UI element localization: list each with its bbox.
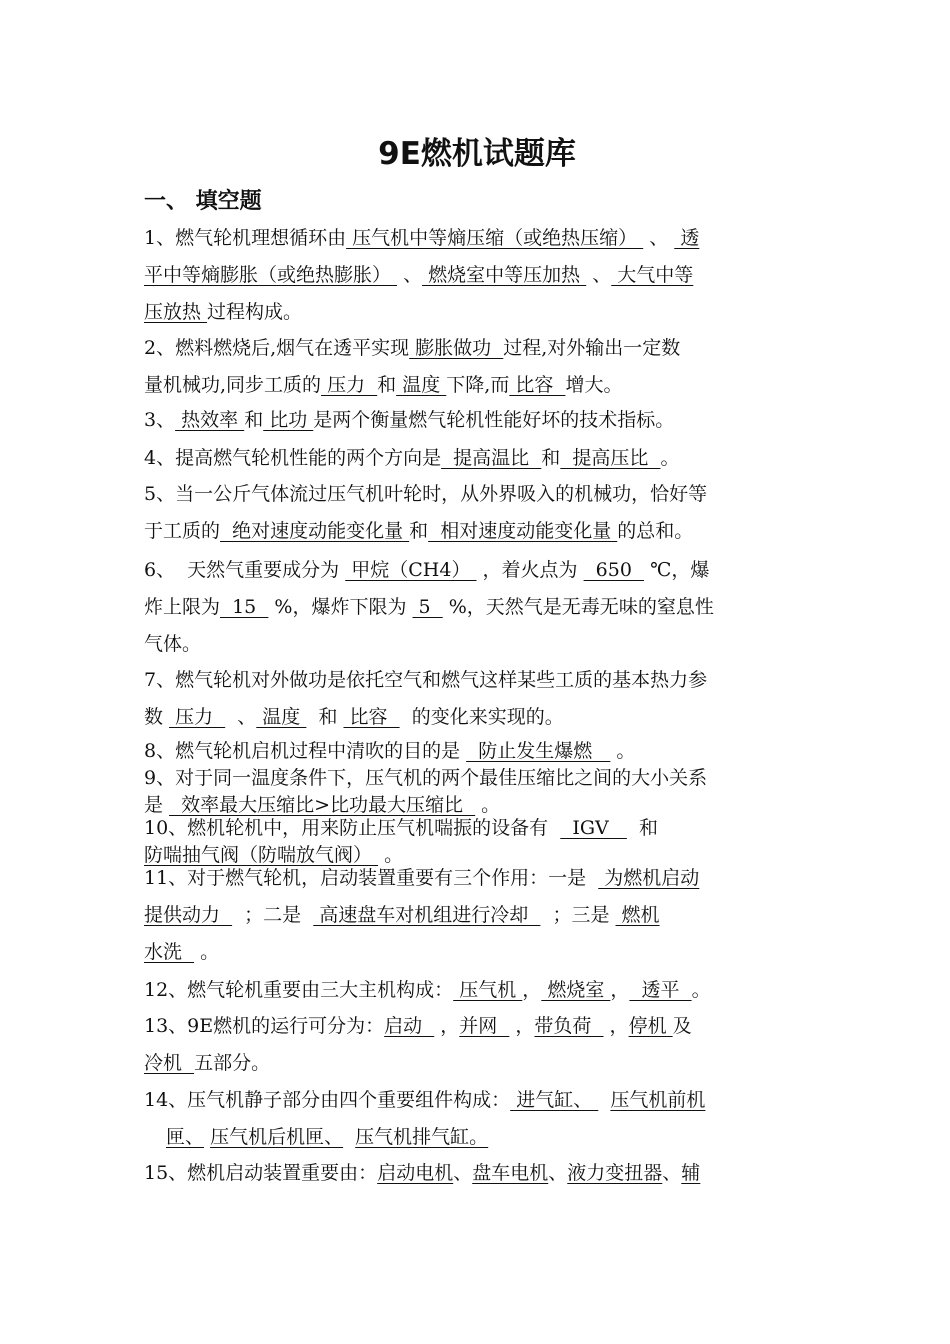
question-4-blank-2: 提高压比 xyxy=(560,447,661,469)
question-10-blank-1: IGV xyxy=(560,817,627,839)
question-11-blank-2: 高速盘车对机组进行冷却 xyxy=(313,904,541,926)
question-9 xyxy=(144,765,810,819)
question-10-line-1 xyxy=(144,815,810,842)
question-7 xyxy=(144,662,810,736)
question-11-text: ；三是 xyxy=(540,904,616,926)
question-14-blank-3: 压气机后机匣、 xyxy=(210,1126,344,1148)
question-15-line-1 xyxy=(144,1155,810,1192)
question-10-blank-2: 防喘抽气阀（防喘放气阀） xyxy=(144,844,379,866)
question-12-text: ， xyxy=(610,979,630,1001)
question-7-line-1 xyxy=(144,662,810,699)
question-13-line-1 xyxy=(144,1008,810,1045)
question-6-text: 6、 天然气重要成分为 xyxy=(144,559,346,581)
question-7-text: 和 xyxy=(306,706,344,728)
question-10-text: 。 xyxy=(378,844,404,866)
question-1-blank-3: 燃烧室中等压加热 xyxy=(422,264,587,286)
question-5 xyxy=(144,476,810,550)
question-13-text: ， xyxy=(603,1015,629,1037)
question-9-text: 9、对于同一温度条件下，压气机的两个最佳压缩比之间的大小关系 xyxy=(144,767,708,789)
question-2-line-2 xyxy=(144,367,810,404)
question-15-text: 、 xyxy=(548,1162,568,1184)
question-13-text: 及 xyxy=(672,1015,692,1037)
question-1-blank-2: 透 xyxy=(674,227,700,249)
question-12-text: ， xyxy=(522,979,542,1001)
question-15-text: 、 xyxy=(453,1162,473,1184)
question-7-text: 、 xyxy=(225,706,257,728)
question-13-text: 13、9E燃机的运行可分为： xyxy=(144,1015,385,1037)
question-15-text: 、 xyxy=(662,1162,682,1184)
question-1-blank-4: 大气中等 xyxy=(611,264,694,286)
question-6-text: ℃，爆 xyxy=(644,559,710,581)
question-10-text: 10、燃机轮机中，用来防止压气机喘振的设备有 xyxy=(144,817,561,839)
question-14-text xyxy=(343,1126,355,1148)
question-7-text: 7、燃气轮机对外做功是依托空气和燃气这样某些工质的基本热力参 xyxy=(144,669,708,691)
question-13-blank-3: 带负荷 xyxy=(534,1015,604,1037)
question-3 xyxy=(144,402,810,439)
question-9-text: 。 xyxy=(475,794,501,816)
question-2-blank-3: 温度 xyxy=(396,374,447,396)
question-12-line-1 xyxy=(144,972,810,1009)
question-11-text: ；二是 xyxy=(232,904,314,926)
question-7-blank-2: 温度 xyxy=(256,706,307,728)
question-5-text: 和 xyxy=(409,520,429,542)
question-2 xyxy=(144,330,810,404)
question-6-text: 炸上限为 xyxy=(144,596,221,618)
question-7-line-2 xyxy=(144,699,810,736)
question-11-text: 。 xyxy=(194,941,220,963)
question-8-text: 8、燃气轮机启机过程中清吹的目的是 xyxy=(144,740,467,762)
question-1-text: 1、燃气轮机理想循环由 xyxy=(144,227,347,249)
question-2-text: 增大。 xyxy=(565,374,623,396)
question-2-blank-1: 膨胀做功 xyxy=(409,337,504,359)
question-12-text: 12、燃气轮机重要由三大主机构成： xyxy=(144,979,454,1001)
question-6-text: ，着火点为 xyxy=(476,559,584,581)
question-13-blank-2: 并网 xyxy=(459,1015,510,1037)
question-8-text: 。 xyxy=(610,740,636,762)
question-11-line-3 xyxy=(144,934,810,971)
question-11-blank-1: 为燃机启动 xyxy=(598,867,700,889)
question-8 xyxy=(144,738,810,765)
question-13 xyxy=(144,1008,810,1082)
question-12 xyxy=(144,972,810,1009)
question-2-text: 过程,对外输出一定数 xyxy=(503,337,681,359)
question-6-text: %，爆炸下限为 xyxy=(268,596,413,618)
question-12-blank-1: 压气机 xyxy=(453,979,523,1001)
question-4 xyxy=(144,440,810,477)
question-1-text: 、 xyxy=(643,227,669,249)
question-2-line-1 xyxy=(144,330,810,367)
question-1-blank-4-cont: 压放热 xyxy=(144,301,208,323)
question-15-blank-4: 辅 xyxy=(681,1162,701,1184)
question-3-blank-1: 热效率 xyxy=(175,409,245,431)
question-14-text: 14、压气机静子部分由四个重要组件构成： xyxy=(144,1089,511,1111)
question-5-text: 5、当一公斤气体流过压气机叶轮时，从外界吸入的机械功，恰好等 xyxy=(144,483,708,505)
question-14-line-1 xyxy=(144,1082,810,1119)
question-9-blank-1: 效率最大压缩比>比功最大压缩比 xyxy=(169,794,476,816)
question-6-blank-2: 650 xyxy=(583,559,645,581)
question-1-line-3 xyxy=(144,294,810,331)
question-9-text: 是 xyxy=(144,794,170,816)
question-4-text: 。 xyxy=(660,447,680,469)
question-1-text: 过程构成。 xyxy=(207,301,303,323)
question-6-blank-4: 5 xyxy=(412,596,443,618)
question-5-line-1 xyxy=(144,476,810,513)
question-10-text: 和 xyxy=(626,817,658,839)
question-6-line-1 xyxy=(144,552,810,589)
section-heading: 一、 填空题 xyxy=(144,189,262,214)
question-13-blank-5: 冷机 xyxy=(144,1052,195,1074)
question-1-blank-2-cont: 平中等熵膨胀（或绝热膨胀） xyxy=(144,264,398,286)
page-title: 9E燃机试题库 xyxy=(378,136,576,172)
question-6-line-2 xyxy=(144,589,810,626)
question-7-text: 数 xyxy=(144,706,170,728)
question-11-blank-3: 燃机 xyxy=(615,904,660,926)
question-1-text: 、 xyxy=(397,264,423,286)
question-13-text: ， xyxy=(509,1015,535,1037)
question-11-blank-1-cont: 提供动力 xyxy=(144,904,233,926)
question-6-blank-3: 15 xyxy=(220,596,269,618)
question-13-text: 五部分。 xyxy=(194,1052,271,1074)
question-4-text: 4、提高燃气轮机性能的两个方向是 xyxy=(144,447,442,469)
question-1-line-1 xyxy=(144,220,810,257)
question-15-text: 15、燃机启动装置重要由： xyxy=(144,1162,378,1184)
question-13-blank-4: 停机 xyxy=(628,1015,673,1037)
question-4-blank-1: 提高温比 xyxy=(441,447,542,469)
question-3-text: 和 xyxy=(244,409,264,431)
question-1 xyxy=(144,220,810,331)
question-14-blank-2: 压气机前机 xyxy=(610,1089,706,1111)
question-6-text: %，天然气是无毒无味的窒息性 xyxy=(442,596,714,618)
question-15-blank-1: 启动电机 xyxy=(377,1162,454,1184)
question-14-blank-4: 压气机排气缸。 xyxy=(355,1126,489,1148)
question-6 xyxy=(144,552,810,663)
question-5-blank-2: 相对速度动能变化量 xyxy=(428,520,618,542)
question-6-text: 气体。 xyxy=(144,633,202,655)
question-14-blank-1: 进气缸、 xyxy=(510,1089,599,1111)
question-11 xyxy=(144,860,810,971)
question-8-line-1 xyxy=(144,738,810,765)
question-11-line-1 xyxy=(144,860,810,897)
question-9-line-1 xyxy=(144,765,810,792)
question-6-blank-1: 甲烷（CH4） xyxy=(345,559,477,581)
question-3-text: 是两个衡量燃气轮机性能好坏的技术指标。 xyxy=(313,409,675,431)
question-5-text: 的总和。 xyxy=(617,520,694,542)
question-15-blank-3: 液力变扭器 xyxy=(567,1162,663,1184)
question-2-text: 和 xyxy=(377,374,397,396)
question-7-blank-1: 压力 xyxy=(169,706,226,728)
question-5-text: 于工质的 xyxy=(144,520,221,542)
question-8-blank-1: 防止发生爆燃 xyxy=(466,740,611,762)
question-7-text: 的变化来实现的。 xyxy=(399,706,564,728)
question-1-text: 、 xyxy=(586,264,612,286)
question-3-blank-2: 比功 xyxy=(263,409,314,431)
question-1-blank-1: 压气机中等熵压缩（或绝热压缩） xyxy=(346,227,644,249)
question-13-line-2 xyxy=(144,1045,810,1082)
question-11-text: 11、对于燃气轮机，启动装置重要有三个作用：一是 xyxy=(144,867,599,889)
question-14-blank-2-cont: 匣、 xyxy=(166,1126,205,1148)
question-2-text: 2、燃料燃烧后,烟气在透平实现 xyxy=(144,337,410,359)
question-13-blank-1: 启动 xyxy=(384,1015,435,1037)
question-3-line-1 xyxy=(144,402,810,439)
question-2-blank-2: 压力 xyxy=(321,374,378,396)
question-4-text: 和 xyxy=(541,447,561,469)
question-3-text: 3、 xyxy=(144,409,176,431)
question-12-blank-2: 燃烧室 xyxy=(541,979,611,1001)
question-7-blank-3: 比容 xyxy=(343,706,400,728)
question-1-line-2 xyxy=(144,257,810,294)
question-13-text: ， xyxy=(434,1015,460,1037)
question-11-blank-3-cont: 水洗 xyxy=(144,941,195,963)
question-4-line-1 xyxy=(144,440,810,477)
question-15 xyxy=(144,1155,810,1192)
question-12-blank-3: 透平 xyxy=(629,979,692,1001)
question-14-text xyxy=(598,1089,610,1111)
question-14-line-2 xyxy=(144,1119,810,1156)
question-11-line-2 xyxy=(144,897,810,934)
question-2-text: 量机械功,同步工质的 xyxy=(144,374,322,396)
question-5-blank-1: 绝对速度动能变化量 xyxy=(220,520,410,542)
question-2-text: 下降,而 xyxy=(446,374,510,396)
question-15-blank-2: 盘车电机 xyxy=(472,1162,549,1184)
question-5-line-2 xyxy=(144,513,810,550)
question-12-text: 。 xyxy=(691,979,711,1001)
question-6-line-3 xyxy=(144,626,810,663)
question-14 xyxy=(144,1082,810,1156)
question-2-blank-4: 比容 xyxy=(509,374,566,396)
